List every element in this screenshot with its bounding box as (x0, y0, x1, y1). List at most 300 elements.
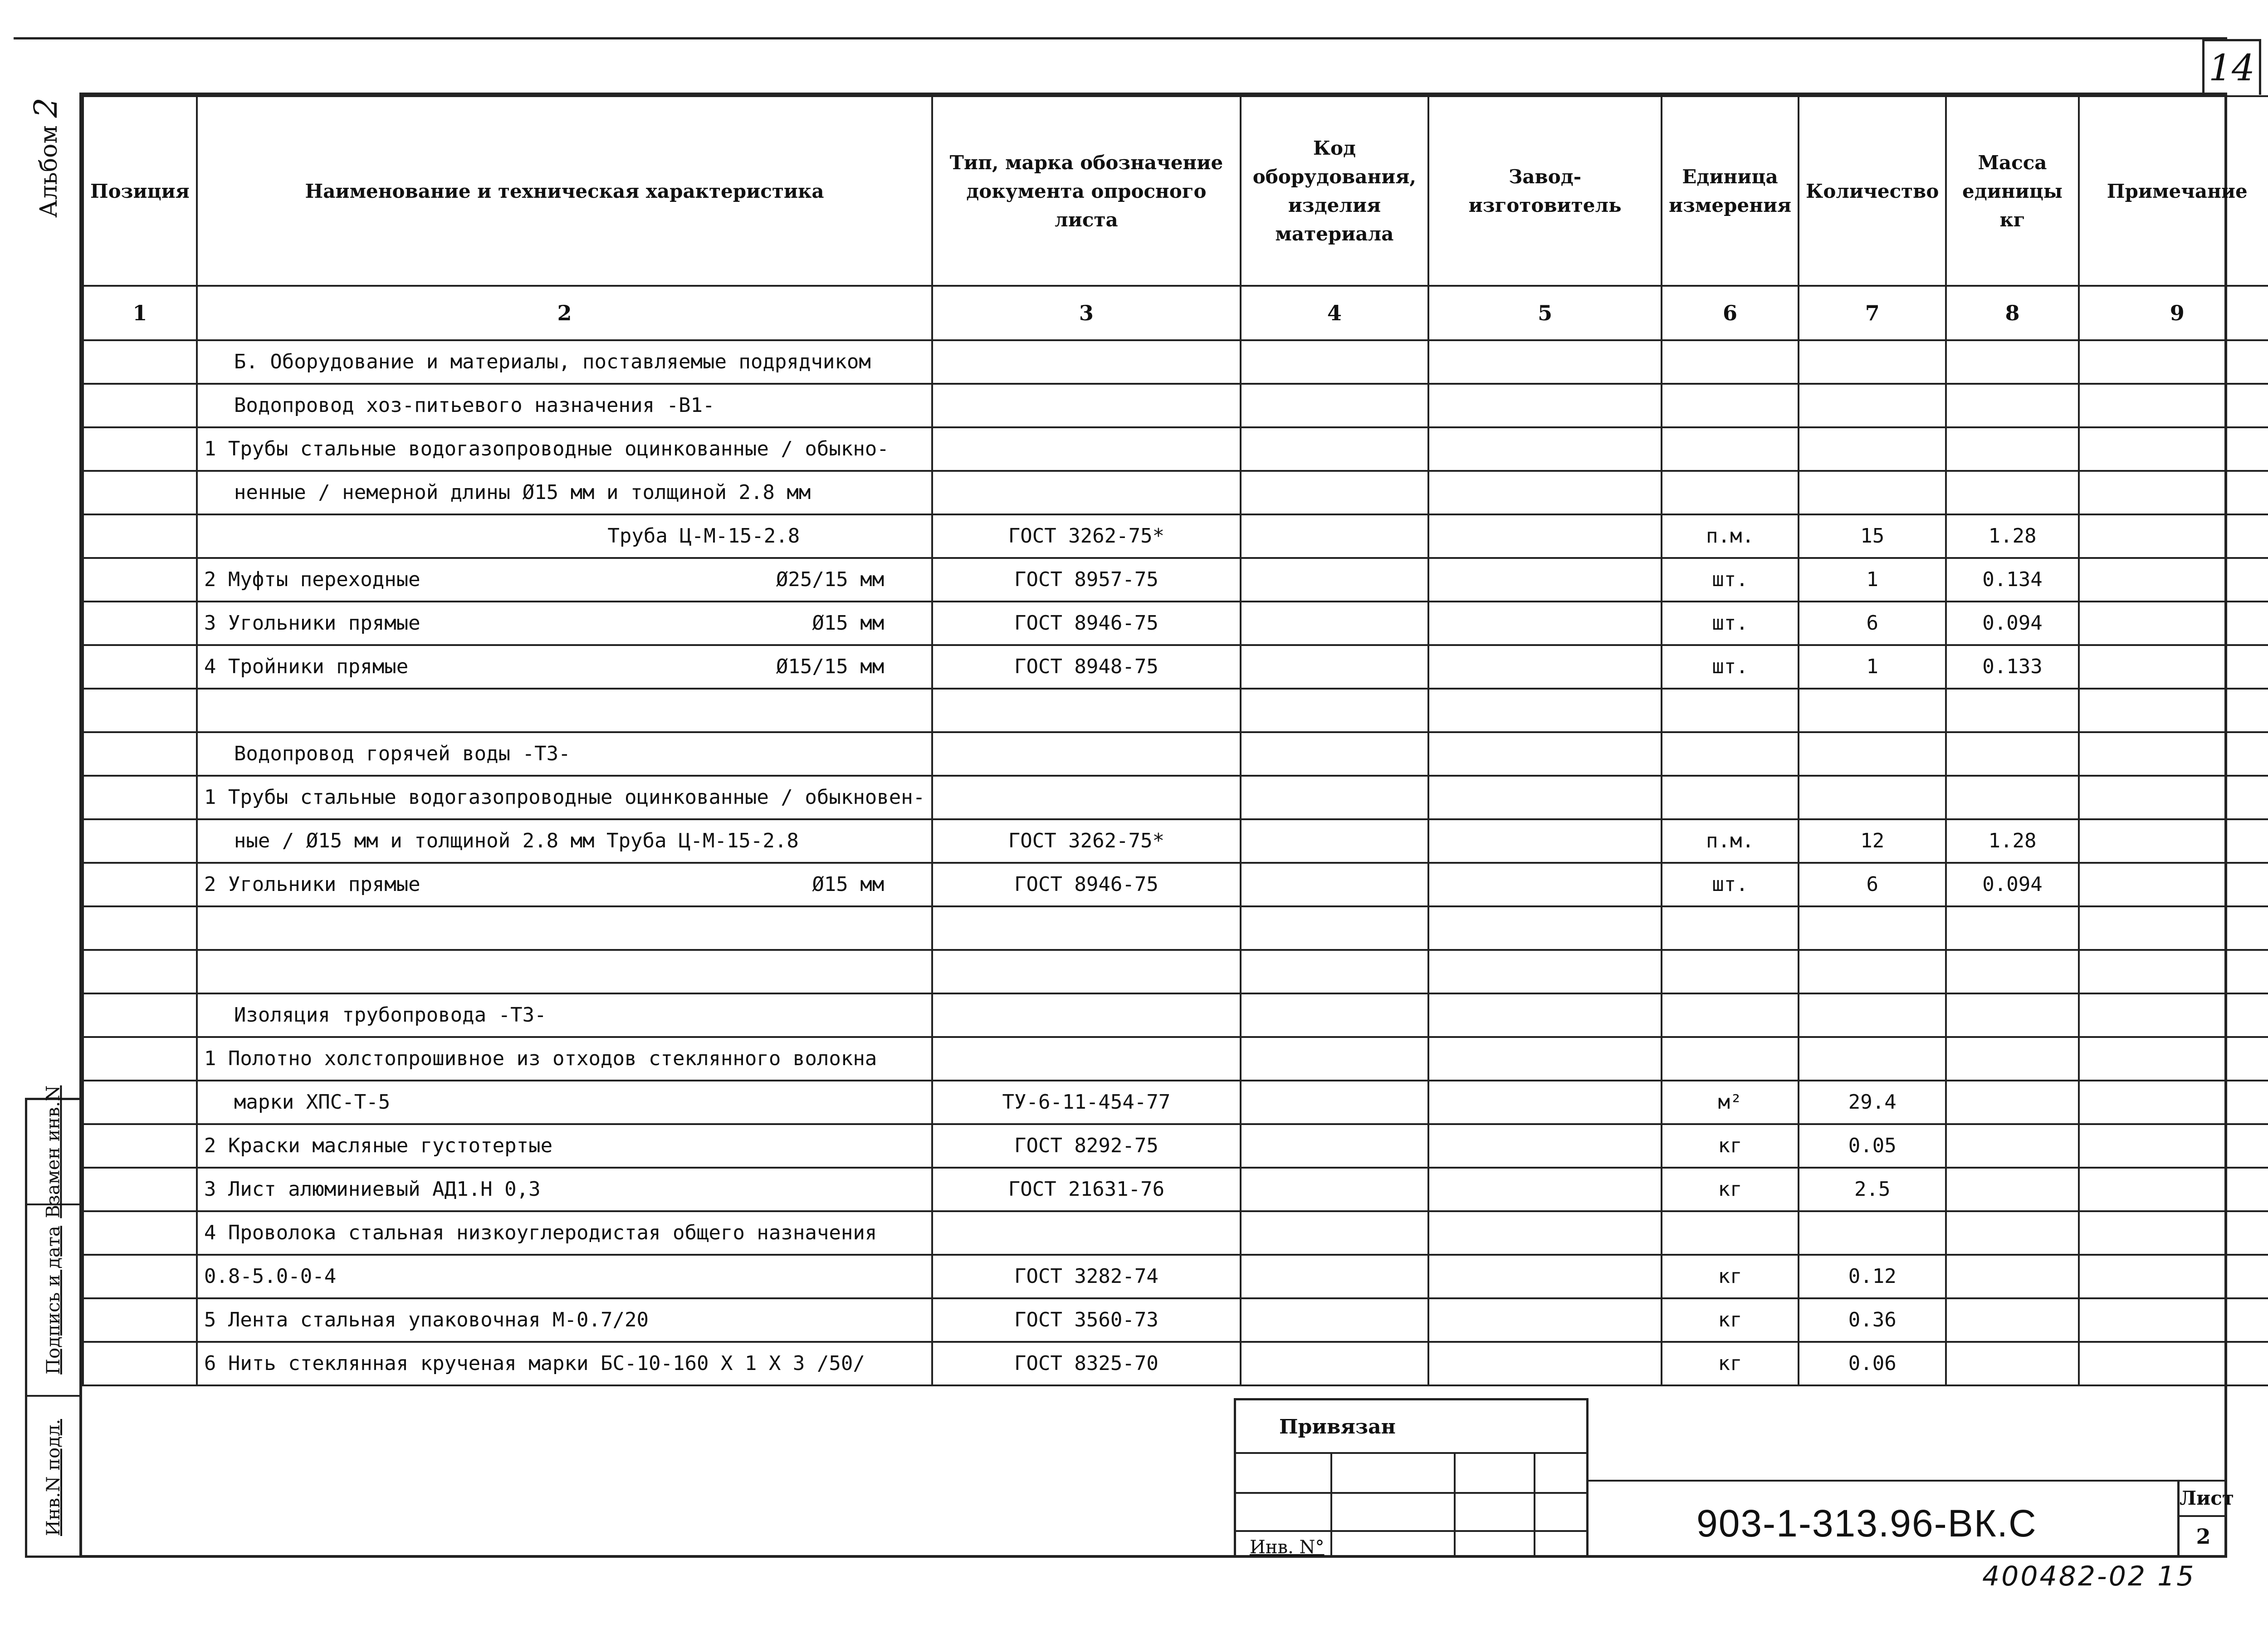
cell-code (1241, 1081, 1429, 1124)
header-name: Наименование и техническая характеристика (197, 96, 932, 286)
cell-maker (1428, 471, 1662, 514)
cell-position (83, 645, 197, 689)
cell-code (1241, 1255, 1429, 1298)
cell-position (83, 950, 197, 993)
cell-qty (1799, 993, 1946, 1037)
cell-position (83, 1342, 197, 1385)
cell-name (197, 950, 932, 993)
cell-note (2079, 819, 2268, 863)
sheet-number: 2 (2196, 1524, 2211, 1549)
cell-code (1241, 732, 1429, 776)
cell-position (83, 602, 197, 645)
cell-code (1241, 776, 1429, 819)
margin-cell-replaced-inv (27, 1085, 79, 1218)
cell-mass (1946, 993, 2078, 1037)
cell-maker (1428, 384, 1662, 427)
cell-name (197, 645, 932, 689)
cell-position (83, 1124, 197, 1168)
cell-mass (1946, 732, 2078, 776)
cell-note (2079, 1081, 2268, 1124)
cell-code (1241, 1342, 1429, 1385)
cell-type (932, 906, 1240, 950)
item-dimension: Ø15 мм (812, 872, 885, 896)
cell-qty: 29.4 (1799, 1081, 1946, 1124)
cell-code (1241, 645, 1429, 689)
table-row (83, 558, 2268, 602)
name-with-dimension (204, 874, 925, 895)
cell-maker (1428, 863, 1662, 906)
cell-note (2079, 558, 2268, 602)
binding-stamp (1234, 1398, 1589, 1558)
cell-name: 6 Нить стеклянная крученая марки БС-10-160 Х 1 Х 3 /50/ (197, 1342, 932, 1385)
top-border-line (14, 37, 2227, 39)
cell-mass: 0.094 (1946, 602, 2078, 645)
cell-mass: 1.28 (1946, 819, 2078, 863)
cell-type (932, 1211, 1240, 1255)
table-row (83, 950, 2268, 993)
cell-unit (1662, 993, 1799, 1037)
table-row (83, 514, 2268, 558)
cell-note (2079, 776, 2268, 819)
cell-unit: кг (1662, 1255, 1799, 1298)
cell-note (2079, 1342, 2268, 1385)
cell-name: Изоляция трубопровода -Т3- (197, 993, 932, 1037)
cell-type: ГОСТ 8946-75 (932, 602, 1240, 645)
cell-code (1241, 689, 1429, 732)
table-row (83, 906, 2268, 950)
cell-maker (1428, 776, 1662, 819)
sheet-label: Лист (2180, 1480, 2227, 1517)
cell-position (83, 863, 197, 906)
cell-qty: 0.05 (1799, 1124, 1946, 1168)
cell-position (83, 340, 197, 384)
cell-qty: 15 (1799, 514, 1946, 558)
cell-qty (1799, 906, 1946, 950)
cell-mass: 1.28 (1946, 514, 2078, 558)
cell-qty (1799, 776, 1946, 819)
cell-position (83, 427, 197, 471)
cell-maker (1428, 993, 1662, 1037)
cell-code (1241, 1037, 1429, 1081)
item-name: 4 Тройники прямые (204, 655, 409, 678)
cell-unit: кг (1662, 1298, 1799, 1342)
cell-maker (1428, 1211, 1662, 1255)
cell-qty (1799, 732, 1946, 776)
cell-maker (1428, 602, 1662, 645)
cell-code (1241, 993, 1429, 1037)
cell-maker (1428, 340, 1662, 384)
cell-mass: 0.134 (1946, 558, 2078, 602)
cell-type: ГОСТ 3262-75* (932, 514, 1240, 558)
header-qty: Количество (1799, 96, 1946, 286)
cell-mass (1946, 689, 2078, 732)
cell-unit: кг (1662, 1168, 1799, 1211)
stamp-line (1330, 1454, 1332, 1558)
cell-unit: кг (1662, 1342, 1799, 1385)
header-position: Позиция (83, 96, 197, 286)
margin-label-signature-date: Подпись и дата (43, 1226, 64, 1375)
cell-name: 1 Полотно холстопрошивное из отходов стеклянного волокна (197, 1037, 932, 1081)
cell-type (932, 993, 1240, 1037)
cell-maker (1428, 1168, 1662, 1211)
album-text: Альбом (35, 125, 63, 218)
table-row (83, 993, 2268, 1037)
cell-mass (1946, 950, 2078, 993)
col-num-9: 9 (2079, 286, 2268, 340)
cell-type (932, 384, 1240, 427)
cell-mass (1946, 471, 2078, 514)
cell-code (1241, 384, 1429, 427)
cell-code (1241, 340, 1429, 384)
cell-unit (1662, 906, 1799, 950)
table-row (83, 776, 2268, 819)
cell-name: 3 Лист алюминиевый АД1.Н 0,3 (197, 1168, 932, 1211)
cell-maker (1428, 1081, 1662, 1124)
cell-name: 2 Краски масляные густотертые (197, 1124, 932, 1168)
cell-unit (1662, 1037, 1799, 1081)
item-name: 2 Угольники прямые (204, 872, 420, 896)
cell-maker (1428, 1124, 1662, 1168)
cell-unit (1662, 340, 1799, 384)
cell-position (83, 384, 197, 427)
col-num-2: 2 (197, 286, 932, 340)
cell-unit: шт. (1662, 645, 1799, 689)
stamp-title: Привязан (1236, 1400, 1586, 1454)
cell-name: 5 Лента стальная упаковочная М-0.7/20 (197, 1298, 932, 1342)
cell-qty: 0.36 (1799, 1298, 1946, 1342)
header-maker: Завод-изготовитель (1428, 96, 1662, 286)
cell-note (2079, 340, 2268, 384)
cell-unit: шт. (1662, 602, 1799, 645)
cell-mass (1946, 1124, 2078, 1168)
table-row (83, 1255, 2268, 1298)
cell-qty: 0.12 (1799, 1255, 1946, 1298)
cell-mass: 0.094 (1946, 863, 2078, 906)
cell-maker (1428, 819, 1662, 863)
cell-code (1241, 471, 1429, 514)
page-number: 14 (2209, 47, 2255, 89)
cell-qty: 12 (1799, 819, 1946, 863)
table-row (83, 863, 2268, 906)
cell-type (932, 950, 1240, 993)
cell-qty (1799, 1211, 1946, 1255)
cell-position (83, 514, 197, 558)
cell-note (2079, 1037, 2268, 1081)
cell-type: ГОСТ 3282-74 (932, 1255, 1240, 1298)
cell-mass (1946, 1298, 2078, 1342)
cell-type (932, 732, 1240, 776)
cell-code (1241, 906, 1429, 950)
cell-mass (1946, 1255, 2078, 1298)
cell-qty (1799, 1037, 1946, 1081)
cell-mass: 0.133 (1946, 645, 2078, 689)
header-row (83, 96, 2268, 286)
album-number: 2 (27, 98, 64, 118)
document-code: 903-1-313.96-ВК.С (1696, 1502, 2037, 1545)
cell-name: марки ХПС-Т-5 (197, 1081, 932, 1124)
cell-code (1241, 602, 1429, 645)
sheet-box (2177, 1480, 2234, 1558)
cell-qty (1799, 340, 1946, 384)
cell-note (2079, 950, 2268, 993)
cell-unit: шт. (1662, 863, 1799, 906)
cell-type: ГОСТ 8325-70 (932, 1342, 1240, 1385)
cell-mass (1946, 1211, 2078, 1255)
cell-code (1241, 950, 1429, 993)
cell-qty: 1 (1799, 645, 1946, 689)
cell-type: ГОСТ 3560-73 (932, 1298, 1240, 1342)
name-with-dimension (204, 569, 925, 591)
cell-position (83, 1211, 197, 1255)
cell-name (197, 863, 932, 906)
cell-name: 1 Трубы стальные водогазопроводные оцинкованные / обыкно- (197, 427, 932, 471)
cell-position (83, 819, 197, 863)
header-unit: Единица измерения (1662, 96, 1799, 286)
cell-name (197, 602, 932, 645)
cell-position (83, 1037, 197, 1081)
cell-type (932, 1037, 1240, 1081)
cell-unit: п.м. (1662, 514, 1799, 558)
cell-position (83, 471, 197, 514)
cell-unit (1662, 689, 1799, 732)
cell-note (2079, 1298, 2268, 1342)
cell-type (932, 776, 1240, 819)
margin-stamp (25, 1085, 79, 1558)
table-row (83, 1037, 2268, 1081)
cell-qty: 6 (1799, 863, 1946, 906)
archive-number: 400482-02 15 (1982, 1561, 2196, 1592)
margin-cell-signature-date (27, 1205, 79, 1397)
cell-note (2079, 645, 2268, 689)
cell-code (1241, 863, 1429, 906)
margin-label-replaced-inv: Взамен инв.N (43, 1085, 64, 1218)
cell-note (2079, 1211, 2268, 1255)
cell-note (2079, 906, 2268, 950)
cell-unit: м² (1662, 1081, 1799, 1124)
table-row (83, 1124, 2268, 1168)
cell-type (932, 689, 1240, 732)
table-row (83, 819, 2268, 863)
cell-type (932, 340, 1240, 384)
cell-mass (1946, 1342, 2078, 1385)
table-row (83, 1342, 2268, 1385)
table-row (83, 384, 2268, 427)
cell-position (83, 1298, 197, 1342)
cell-note (2079, 602, 2268, 645)
cell-maker (1428, 906, 1662, 950)
cell-position (83, 689, 197, 732)
cell-position (83, 1168, 197, 1211)
cell-unit (1662, 471, 1799, 514)
table-row (83, 340, 2268, 384)
header-type: Тип, марка обозначение документа опросного листа (932, 96, 1240, 286)
cell-position (83, 993, 197, 1037)
cell-position (83, 906, 197, 950)
cell-unit: шт. (1662, 558, 1799, 602)
cell-note (2079, 514, 2268, 558)
cell-position (83, 776, 197, 819)
cell-note (2079, 1124, 2268, 1168)
cell-unit (1662, 1211, 1799, 1255)
cell-note (2079, 1168, 2268, 1211)
cell-mass (1946, 1081, 2078, 1124)
margin-cell-original-inv (27, 1397, 79, 1558)
cell-qty (1799, 950, 1946, 993)
col-num-3: 3 (932, 286, 1240, 340)
cell-name: ненные / немерной длины Ø15 мм и толщиной 2.8 мм (197, 471, 932, 514)
stamp-grid (1236, 1454, 1586, 1558)
stamp-line (1534, 1454, 1535, 1558)
cell-unit: п.м. (1662, 819, 1799, 863)
cell-type: ГОСТ 8946-75 (932, 863, 1240, 906)
cell-mass (1946, 1168, 2078, 1211)
cell-qty: 2.5 (1799, 1168, 1946, 1211)
cell-note (2079, 1255, 2268, 1298)
col-num-6: 6 (1662, 286, 1799, 340)
cell-unit (1662, 427, 1799, 471)
cell-maker (1428, 558, 1662, 602)
cell-note (2079, 993, 2268, 1037)
table-row (83, 602, 2268, 645)
cell-note (2079, 427, 2268, 471)
cell-type: ГОСТ 21631-76 (932, 1168, 1240, 1211)
cell-name: 1 Трубы стальные водогазопроводные оцинкованные / обыкновен- (197, 776, 932, 819)
album-label (27, 98, 64, 218)
cell-mass (1946, 1037, 2078, 1081)
cell-name: ные / Ø15 мм и толщиной 2.8 мм Труба Ц-М-15-2.8 (197, 819, 932, 863)
cell-unit (1662, 732, 1799, 776)
table-row (83, 1168, 2268, 1211)
name-with-dimension (204, 656, 925, 678)
cell-maker (1428, 950, 1662, 993)
cell-name: Водопровод горячей воды -Т3- (197, 732, 932, 776)
margin-label-original-inv: Инв.N подл. (43, 1419, 64, 1536)
cell-qty (1799, 689, 1946, 732)
cell-code (1241, 1124, 1429, 1168)
cell-unit: кг (1662, 1124, 1799, 1168)
cell-qty (1799, 384, 1946, 427)
cell-mass (1946, 776, 2078, 819)
table-body (83, 340, 2268, 1385)
cell-qty: 1 (1799, 558, 1946, 602)
cell-unit (1662, 950, 1799, 993)
cell-name: Водопровод хоз-питьевого назначения -В1- (197, 384, 932, 427)
cell-type: ГОСТ 3262-75* (932, 819, 1240, 863)
cell-name (197, 558, 932, 602)
col-num-5: 5 (1428, 286, 1662, 340)
col-num-7: 7 (1799, 286, 1946, 340)
cell-code (1241, 1211, 1429, 1255)
header-mass: Масса единицы кг (1946, 96, 2078, 286)
col-num-4: 4 (1241, 286, 1429, 340)
cell-code (1241, 558, 1429, 602)
cell-position (83, 732, 197, 776)
cell-name (197, 689, 932, 732)
table-row (83, 732, 2268, 776)
cell-unit (1662, 776, 1799, 819)
page-number-box (2202, 39, 2261, 95)
cell-code (1241, 1298, 1429, 1342)
cell-type: ГОСТ 8292-75 (932, 1124, 1240, 1168)
cell-maker (1428, 645, 1662, 689)
cell-maker (1428, 514, 1662, 558)
table-row (83, 471, 2268, 514)
cell-qty: 6 (1799, 602, 1946, 645)
cell-mass (1946, 340, 2078, 384)
cell-type: ГОСТ 8957-75 (932, 558, 1240, 602)
header-note: Примечание (2079, 96, 2268, 286)
cell-type (932, 471, 1240, 514)
cell-maker (1428, 732, 1662, 776)
cell-unit (1662, 384, 1799, 427)
title-block-line (1589, 1480, 2227, 1482)
cell-mass (1946, 427, 2078, 471)
cell-note (2079, 471, 2268, 514)
cell-note (2079, 689, 2268, 732)
cell-name: Б. Оборудование и материалы, поставляемые подрядчиком (197, 340, 932, 384)
cell-code (1241, 1168, 1429, 1211)
cell-maker (1428, 1255, 1662, 1298)
cell-maker (1428, 1037, 1662, 1081)
cell-qty (1799, 471, 1946, 514)
cell-maker (1428, 1298, 1662, 1342)
cell-qty (1799, 427, 1946, 471)
stamp-inv-label: Инв. N° (1250, 1537, 1325, 1558)
cell-note (2079, 863, 2268, 906)
item-dimension: Ø15 мм (812, 611, 885, 635)
cell-name: 0.8-5.0-0-4 (197, 1255, 932, 1298)
cell-maker (1428, 427, 1662, 471)
cell-name (197, 906, 932, 950)
cell-code (1241, 819, 1429, 863)
cell-type (932, 427, 1240, 471)
column-number-row (83, 286, 2268, 340)
cell-position (83, 1255, 197, 1298)
cell-position (83, 558, 197, 602)
table-row (83, 645, 2268, 689)
col-num-1: 1 (83, 286, 197, 340)
cell-code (1241, 514, 1429, 558)
table-row (83, 1211, 2268, 1255)
cell-name: 4 Проволока стальная низкоуглеродистая общего назначения (197, 1211, 932, 1255)
name-with-dimension (204, 612, 925, 634)
item-name: 2 Муфты переходные (204, 567, 420, 591)
table-row (83, 427, 2268, 471)
cell-note (2079, 732, 2268, 776)
cell-mass (1946, 906, 2078, 950)
cell-type: ГОСТ 8948-75 (932, 645, 1240, 689)
stamp-line (1454, 1454, 1456, 1558)
table-row (83, 689, 2268, 732)
specification-table (82, 95, 2268, 1386)
table-row (83, 1298, 2268, 1342)
cell-position (83, 1081, 197, 1124)
cell-maker (1428, 1342, 1662, 1385)
cell-name: Труба Ц-М-15-2.8 (197, 514, 932, 558)
table-row (83, 1081, 2268, 1124)
cell-type: ТУ-6-11-454-77 (932, 1081, 1240, 1124)
cell-code (1241, 427, 1429, 471)
cell-mass (1946, 384, 2078, 427)
item-name: 3 Угольники прямые (204, 611, 420, 635)
header-code: Код оборудования, изделия материала (1241, 96, 1429, 286)
item-dimension: Ø15/15 мм (776, 655, 885, 678)
cell-maker (1428, 689, 1662, 732)
cell-qty: 0.06 (1799, 1342, 1946, 1385)
cell-note (2079, 384, 2268, 427)
col-num-8: 8 (1946, 286, 2078, 340)
item-dimension: Ø25/15 мм (776, 567, 885, 591)
